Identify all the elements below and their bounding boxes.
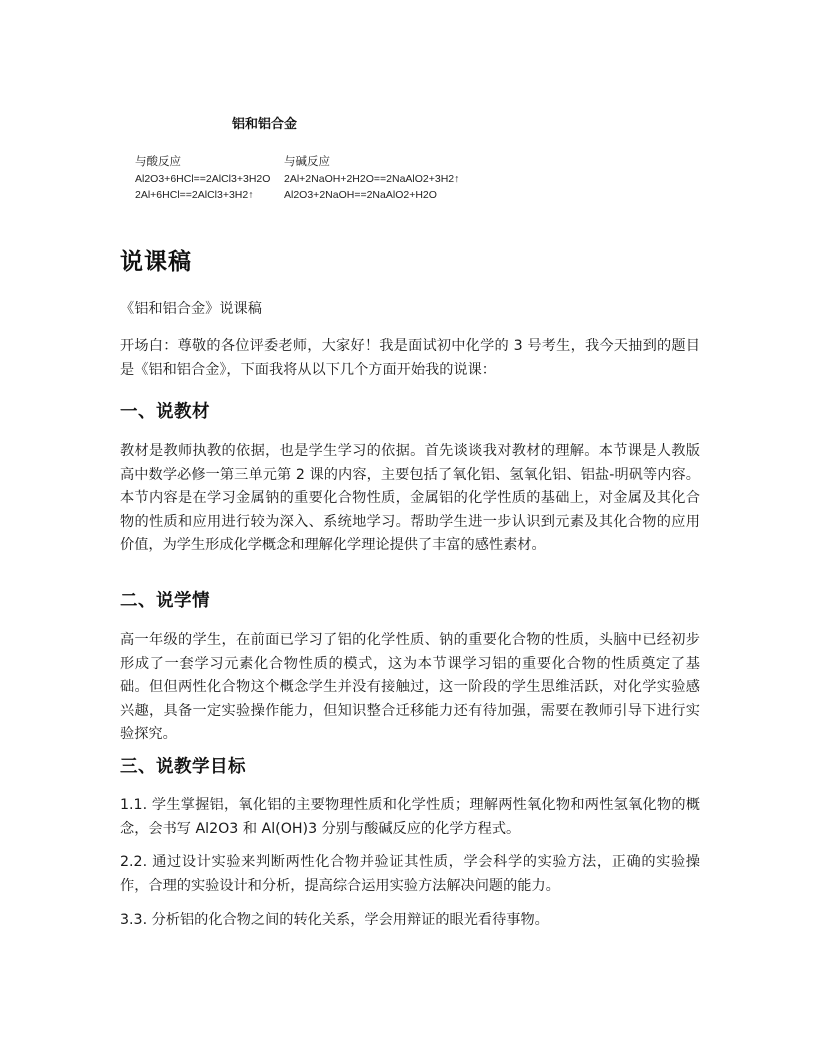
section-body-students: 高一年级的学生，在前面已学习了铝的化学性质、钠的重要化合物的性质，头脑中已经初步形成了一套学习元素化合物性质的模式，这为本节课学习铝的重要化合物的性质奠定了基础。但但两性化合物这个概念学生并没有接触过，这一阶段的学生思维活跃，对化学实验感兴趣，具备一定实验操作能力，但知识整合迁移能力还有待加强，需要在教师引导下进行实验探究。: [120, 632, 700, 743]
acid-equation-2: 2Al+6HCl==2AlCl3+3H2↑: [135, 189, 254, 198]
section-heading-students: 二、说学情: [120, 591, 210, 611]
equations-figure: [133, 112, 473, 204]
base-reactions: [284, 154, 459, 198]
objective-item: 1.1. 学生掌握铝，氧化铝的主要物理性质和化学性质；理解两性氧化物和两性氢氧化物的概念，会书写 Al2O3 和 Al(OH)3 分别与酸碱反应的化学方程式。: [120, 797, 700, 837]
acid-heading: 与酸反应: [135, 156, 181, 168]
figure-title: 铝和铝合金: [232, 117, 298, 132]
objective-item: 2.2. 通过设计实验来判断两性化合物并验证其性质，学会科学的实验方法，正确的实验操作，合理的实验设计和分析，提高综合运用实验方法解决问题的能力。: [120, 854, 700, 894]
base-equation-1: 2Al+2NaOH+2H2O==2NaAlO2+3H2↑: [284, 173, 460, 185]
section-heading-objectives: 三、说教学目标: [120, 757, 246, 777]
section-body-textbook: 教材是教师执教的依据，也是学生学习的依据。首先谈谈我对教材的理解。本节课是人教版高中数学必修一第三单元第 2 课的内容，主要包括了氧化铝、氢氧化铝、铝盐-明矾等内容。本节内容是在学习金属钠的重要化合物性质，金属铝的化学性质的基础上，对金属及其化合物的性质和应用进行较为深入、系统地学习。帮助学生进一步认识到元素及其化合物的应用价值，为学生形成化学概念和理解化学理论提供了丰富的感性素材。: [120, 443, 700, 554]
intro-paragraph: 开场白：尊敬的各位评委老师，大家好！我是面试初中化学的 3 号考生，我今天抽到的题目是《铝和铝合金》，下面我将从以下几个方面开始我的说课：: [120, 338, 700, 378]
document-subtitle: 《铝和铝合金》说课稿: [120, 301, 262, 317]
acid-equation-1: Al2O3+6HCl==2AlCl3+3H2O: [135, 173, 271, 185]
base-equation-2: Al2O3+2NaOH==2NaAlO2+H2O: [284, 189, 437, 198]
objective-item: 3.3. 分析铝的化合物之间的转化关系，学会用辩证的眼光看待事物。: [120, 912, 549, 928]
section-heading-textbook: 一、说教材: [120, 402, 210, 422]
acid-reactions: [135, 154, 270, 198]
document-title: 说课稿: [120, 249, 192, 275]
base-heading: 与碱反应: [284, 156, 330, 168]
